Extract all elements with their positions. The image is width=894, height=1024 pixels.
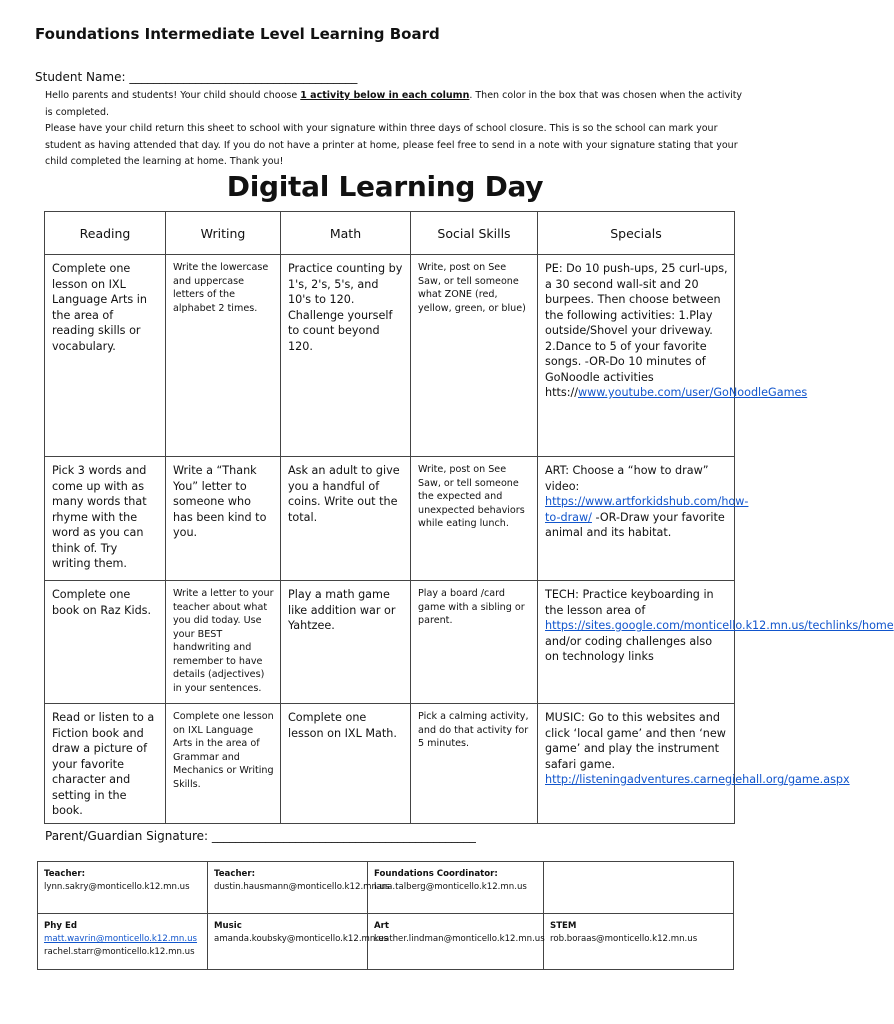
- specials-link[interactable]: http://listeningadventures.carnegiehall.org/game.aspx: [545, 773, 850, 786]
- intro-text: [45, 88, 745, 171]
- board-title: Digital Learning Day: [226, 170, 544, 203]
- column-header-specials: Specials: [538, 212, 735, 255]
- contact-email: rachel.starr@monticello.k12.mn.us: [44, 947, 195, 957]
- activity-cell[interactable]: Write, post on See Saw, or tell someone the expected and unexpected behaviors while eating lunch.: [411, 457, 538, 581]
- contact-email: keather.lindman@monticello.k12.mn.us: [374, 934, 545, 944]
- activity-cell[interactable]: [538, 255, 808, 457]
- activity-cell[interactable]: Complete one book on Raz Kids.: [45, 581, 166, 704]
- board-row: [45, 255, 735, 457]
- intro-line1-bold: 1 activity below in each column: [300, 90, 470, 101]
- contact-email: lana.talberg@monticello.k12.mn.us: [374, 882, 527, 892]
- activity-cell[interactable]: Pick a calming activity, and do that activity for 5 minutes.: [411, 704, 538, 824]
- contact-cell: [38, 862, 208, 914]
- activity-cell[interactable]: Write, post on See Saw, or tell someone what ZONE (red, yellow, green, or blue): [411, 255, 538, 457]
- activity-cell[interactable]: Pick 3 words and come up with as many words that rhyme with the word as you can think of. Try writing them.: [45, 457, 166, 581]
- contact-email-link[interactable]: matt.wavrin@monticello.k12.mn.us: [44, 934, 198, 944]
- board-header-row: [45, 212, 735, 255]
- contact-label: Teacher:: [214, 869, 256, 879]
- activity-cell[interactable]: Complete one lesson on IXL Language Arts in the area of Grammar and Mechanics or Writing Skills.: [166, 704, 281, 824]
- activity-cell[interactable]: Complete one lesson on IXL Language Arts in the area of reading skills or vocabulary.: [45, 255, 166, 457]
- intro-line1-post: . Then color in the box that was chosen when the activity is completed.: [45, 90, 743, 118]
- specials-text: MUSIC: Go to this websites and click ‘local game’ and then ‘new game’ and play the instrument safari game.: [545, 711, 726, 771]
- contact-label: STEM: [550, 921, 577, 931]
- contact-label: Teacher:: [44, 869, 86, 879]
- document-title: Foundations Intermediate Level Learning Board: [35, 25, 440, 43]
- activity-cell[interactable]: Ask an adult to give you a handful of coins. Write out the total.: [281, 457, 411, 581]
- activity-cell[interactable]: Play a math game like addition war or Yahtzee.: [281, 581, 411, 704]
- column-header-social-skills: Social Skills: [411, 212, 538, 255]
- column-header-reading: Reading: [45, 212, 166, 255]
- specials-link[interactable]: https://www.artforkidshub.com/how-to-draw/: [545, 495, 749, 524]
- activity-cell[interactable]: [538, 704, 850, 824]
- intro-line2: Please have your child return this sheet to school with your signature within three days of school closure. This is so the school can mark your student as having attended that day. If you do not have a printer at home, please feel free to send in a note with your signature stating that your child completed the learning at home. Thank you!: [45, 123, 738, 167]
- contact-cell-empty: [544, 862, 734, 914]
- contact-label: Music: [214, 921, 242, 931]
- specials-text: ART: Choose a “how to draw” video:: [545, 464, 709, 493]
- activity-cell[interactable]: Write a “Thank You” letter to someone who has been kind to you.: [166, 457, 281, 581]
- activity-cell[interactable]: Write the lowercase and uppercase letters of the alphabet 2 times.: [166, 255, 281, 457]
- contact-email: rob.boraas@monticello.k12.mn.us: [550, 934, 698, 944]
- contact-cell: [368, 914, 544, 970]
- specials-link[interactable]: www.youtube.com/user/GoNoodleGames: [578, 386, 808, 399]
- contact-cell: [208, 862, 390, 914]
- contact-email: amanda.koubsky@monticello.k12.mn.us: [214, 934, 389, 944]
- column-header-writing: Writing: [166, 212, 281, 255]
- contact-cell: [38, 914, 208, 970]
- contact-label: Foundations Coordinator:: [374, 869, 498, 879]
- column-header-math: Math: [281, 212, 411, 255]
- activity-cell[interactable]: Write a letter to your teacher about what you did today. Use your BEST handwriting and remember to have details (adjectives) in your sentences.: [166, 581, 281, 704]
- signature-line: Parent/Guardian Signature: ____________________________________________: [45, 829, 476, 843]
- specials-link[interactable]: https://sites.google.com/monticello.k12.mn.us/techlinks/home: [545, 619, 894, 632]
- specials-text: PE: Do 10 push-ups, 25 curl-ups, a 30 second wall-sit and 20 burpees. Then choose between the following activities: 1.Play outside/Shovel your driveway. 2.Dance to 5 of your favorite songs. -OR-Do 10 minutes of GoNoodle activities: [545, 262, 728, 384]
- specials-link-prefix: htts://: [545, 386, 578, 399]
- learning-board-table: [44, 211, 894, 824]
- contact-email: lynn.sakry@monticello.k12.mn.us: [44, 882, 190, 892]
- contact-email: dustin.hausmann@monticello.k12.mn.us: [214, 882, 390, 892]
- contact-cell: [544, 914, 734, 970]
- activity-cell[interactable]: Read or listen to a Fiction book and draw a picture of your favorite character and setting in the book.: [45, 704, 166, 824]
- specials-text: TECH: Practice keyboarding in the lesson area of: [545, 588, 714, 617]
- contacts-table: [37, 861, 734, 970]
- contacts-row: [38, 914, 734, 970]
- activity-cell[interactable]: Play a board /card game with a sibling or parent.: [411, 581, 538, 704]
- specials-post: -OR-Draw your favorite animal and its habitat.: [545, 510, 725, 539]
- board-row: [45, 457, 735, 581]
- activity-cell[interactable]: Complete one lesson on IXL Math.: [281, 704, 411, 824]
- contact-label: Phy Ed: [44, 921, 78, 931]
- contact-label: Art: [374, 921, 389, 931]
- board-row: [45, 704, 735, 824]
- contacts-row: [38, 862, 734, 914]
- intro-line1-pre: Hello parents and students! Your child should choose: [45, 90, 301, 101]
- contact-cell: [368, 862, 544, 914]
- student-name-line: Student Name: ______________________________________: [35, 70, 358, 84]
- activity-cell[interactable]: [538, 457, 749, 581]
- board-row: [45, 581, 735, 704]
- activity-cell[interactable]: Practice counting by 1's, 2's, 5's, and 10's to 120. Challenge yourself to count beyond 120.: [281, 255, 411, 457]
- activity-cell[interactable]: [538, 581, 894, 704]
- specials-post: and/or coding challenges also on technology links: [545, 634, 713, 663]
